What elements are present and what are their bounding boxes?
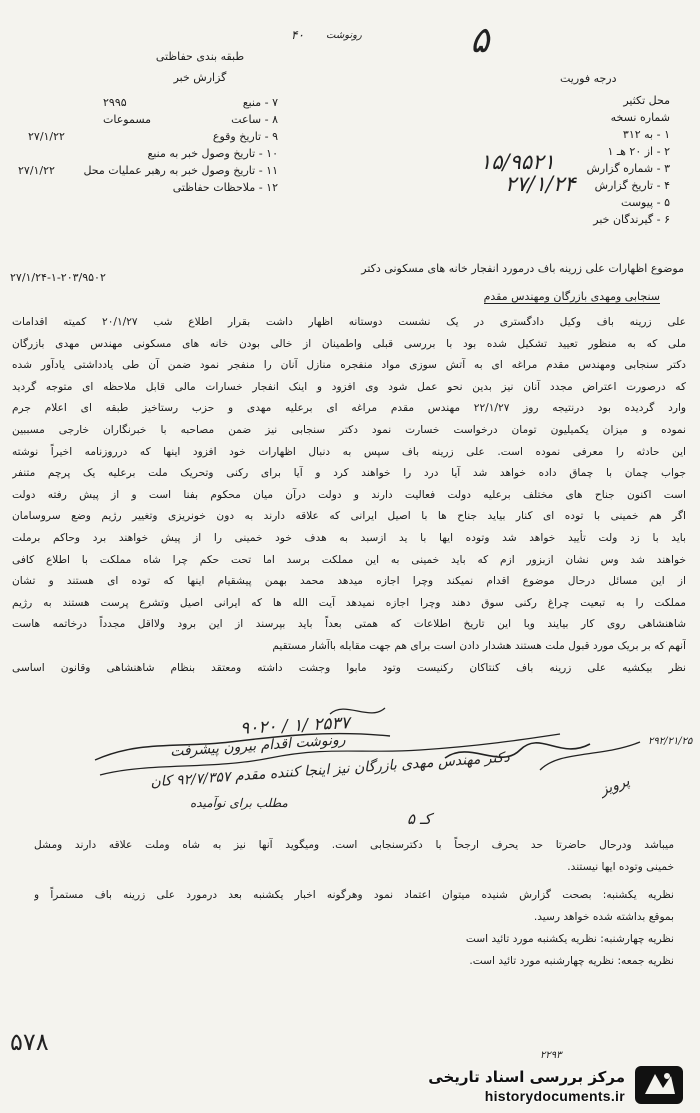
left-row: ۱۰ - تاریخ وصول خبر به منبع: [147, 147, 278, 160]
top-small-mark: ۴۰: [291, 28, 304, 42]
right-row: ۲ - از ۲۰ هـ ۱: [607, 145, 670, 158]
right-row: ۱ - به ۳۱۲: [622, 128, 670, 141]
signature-scribbles: [0, 700, 700, 820]
body-line: وارد گردیده بود درنتیجه روز ۲۲/۱/۲۷ مهندس مقدم مراغه ای برعلیه مهدی و حزب رستاخیز طبقه ای اعلام جرم: [12, 402, 686, 415]
handwritten-line-c: مطلب برای نوآمیده: [190, 796, 288, 810]
body-line: نظر بیکشیه علی زرینه باف کنتاکان رکنیست وتود مابوا وجشت داشته ومعتقد بنظام شاهنشاهی وقانون اساسی: [12, 661, 686, 674]
top-small-right-mark: رونوشت: [326, 30, 362, 41]
body-line: علی زرینه باف وکیل دادگستری در یک نشست دوستانه اظهار داشت بقرار اطلاع شب ۲۰/۱/۲۷ کمیته اقدامات: [12, 316, 686, 328]
priority-label: درجه فوریت: [560, 72, 617, 85]
lower-line: نظریه جمعه: نظریه چهارشنبه مورد تائید است.: [469, 955, 674, 967]
body-line: نموده و میزان یکمیلیون تومان درخواست خسارت نمود دکتر سنجابی نیز ضمن مصاحبه با خبرنگاران خارجی مسببین: [12, 423, 686, 436]
lower-line: بموقع بداشته شده خواهد رسید.: [533, 911, 674, 923]
handwritten-margin-note: ۹۰۲۰ / ۱/ ۲۵۳۷: [239, 713, 351, 739]
archive-url: historydocuments.ir: [484, 1088, 625, 1104]
handwritten-line-b: دکتر مهندس مهدی بازرگان نیز اینجا کننده مقدم ۹۲/۷/۳۵۷ کان: [149, 749, 511, 791]
classification-label: طبقه بندی حفاظتی: [155, 50, 245, 63]
left-row: ۸ - ساعت مسموعات: [103, 113, 278, 126]
left-row: ۹ - تاریخ وقوع ۲۷/۱/۲۲: [28, 130, 278, 143]
report-body: [12, 312, 686, 679]
right-row: ۶ - گیرندگان خبر: [593, 213, 670, 226]
right-row: شماره نسخه: [610, 111, 670, 124]
stamp-number: ۲۲۹۳: [540, 1050, 562, 1061]
archive-watermark: [395, 1060, 685, 1110]
archive-logo-icon: [633, 1064, 685, 1106]
report-number-handwritten: ۱۵/۹۵۲۱: [480, 150, 555, 174]
lower-section: [34, 834, 674, 972]
lower-line: نظریه یکشنبه: بصحت گزارش شنیده میتوان اعتماد نمود وهرگونه اخبار یکشنبه بعد درمورد علی زرینه باف مستمراً و: [34, 889, 674, 901]
body-line: که درصورت اعتراض مجدد آنان نیز بدین نحو عمل شود وی افزود و اینک انفجار خسارات مالی قابل ملاحظه ای متوجه گردید: [12, 380, 686, 393]
left-row: ۱۲ - ملاحظات حفاظتی: [172, 181, 278, 194]
body-line: اگر هم خمینی با توده ای کنار بیاید جناح ها با اصیل ایرانی که علاقه دارند به دون خونریزی وتغییر رژیم وضع سروسامان: [12, 510, 686, 523]
lower-line: خمینی وتوده ایها نیستند.: [567, 861, 674, 873]
body-line: مملکت را به تبعیت چراغ رکنی سوق دهند وچرا اجازه نمیدهد آیت الله ها که ایرانی اصیل وتشرع پرست هستند به رژیم: [12, 596, 686, 609]
subject-second-line: سنجابی ومهدی بازرگان ومهندس مقدم: [483, 290, 660, 303]
handwritten-marker: ۵ کـ: [407, 810, 432, 828]
body-line: جواب چمان با چماق داده خواهد شد آیا درد را خواهند کرد و آیا برای رکنی وتحریک ملت برعلیه یک پرچم متنفر: [12, 467, 686, 480]
subject-line: موضوع اظهارات علی زرینه باف درمورد انفجار خانه های مسکونی دکتر ۲۷/۱/۲۴-۱-۲۰۳/۹۵۰۲: [10, 262, 684, 284]
handwritten-signature-right: پرویز: [598, 773, 632, 799]
left-row: ۱۱ - تاریخ وصول خبر به رهبر عملیات محل ۲۷/۱/۲۲: [18, 164, 278, 177]
left-header-rows: [18, 94, 278, 196]
right-row: ۵ - پیوست: [621, 196, 670, 209]
top-number-mark: ۵: [470, 20, 490, 61]
body-line: از این مسائل درحال موضوع اقدام نمیکند وچرا اجازه میدهد محمد بهمن پیشقیام اینها که توده ای هستند و تشان: [12, 575, 686, 588]
archive-name: مرکز بررسی اسناد تاریخی: [428, 1068, 625, 1086]
right-row: محل تکثیر: [623, 94, 670, 107]
body-line: باید با زد ولت تأیید خواهد شد وتوده ایها با ید ازسبد به هدف خود خمینی را از پیش خواهند برد وحاکم برملت: [12, 531, 686, 544]
body-line: دکتر سنجابی ومهندس مقدم مراغه ای به آتش سوزی مواد منفجره منازل آنان را منفجر نمود ضمن آن طی یادداشتی یادآور شده: [12, 359, 686, 372]
right-row: ۴ - تاریخ گزارش: [594, 179, 670, 192]
right-row: ۳ - شماره گزارش: [586, 162, 670, 175]
handwritten-line-a: رونوشت اقدام بیرون پیشرفت: [169, 731, 346, 761]
report-title: گزارش خبر: [173, 71, 227, 84]
body-line: این حادثه را معرفی نموده است. علی زرینه باف سپس به دنبال اظهارات خود افزود اینها که درروزنامه اخیراً نوشته: [12, 445, 686, 458]
handwritten-small-margin: ۲۹۲/۲۱/۲۵: [648, 736, 693, 747]
body-line: آنهم که بر بریک مورد قبول ملت هستند هشدار دادن است برای هم جهت مقابله باآشار مستقیم: [272, 639, 686, 652]
body-line: است اکنون جناح های مختلف برعلیه دولت فعالیت دارند و دولت درآن میان محکوم بفنا است و از پیش رفته دولت: [12, 488, 686, 501]
lower-line: میباشد ودرحال حاضرتا حد یحرف ارجحاً با دکترسنجابی است. ومیگوید آنها نیز به شاه وملت علاقه دارند ومشل: [34, 839, 674, 851]
page-number: ۵۷۸: [10, 1028, 49, 1056]
left-row: ۷ - منبع ۲۹۹۵: [103, 96, 278, 109]
report-date-handwritten: ۲۷/۱/۲۴: [505, 172, 576, 196]
lower-line: نظریه چهارشنبه: نظریه یکشنبه مورد تائید است: [465, 933, 674, 945]
left-header: [55, 48, 345, 86]
body-line: ملی که به منظور تعیید تشکیل شده بود با بررسی قبلی واطمینان از خالی بودن خانه های مسکونی مهندس مهدی بازرگان: [12, 337, 686, 350]
body-line: خواهند شد وس نشان ازبزور ازم که باید خمینی به این مملکت برسد اما تحت حکم چرا شاه مملکت با اطلاع کافی: [12, 553, 686, 566]
body-line: شاهنشاهی روی کار بیایند وبا این تاریخ اطلاعات که همتی بعداً باید بپرسند از این برود ولااقل مجدداً درخاتمه هاست: [12, 618, 686, 631]
